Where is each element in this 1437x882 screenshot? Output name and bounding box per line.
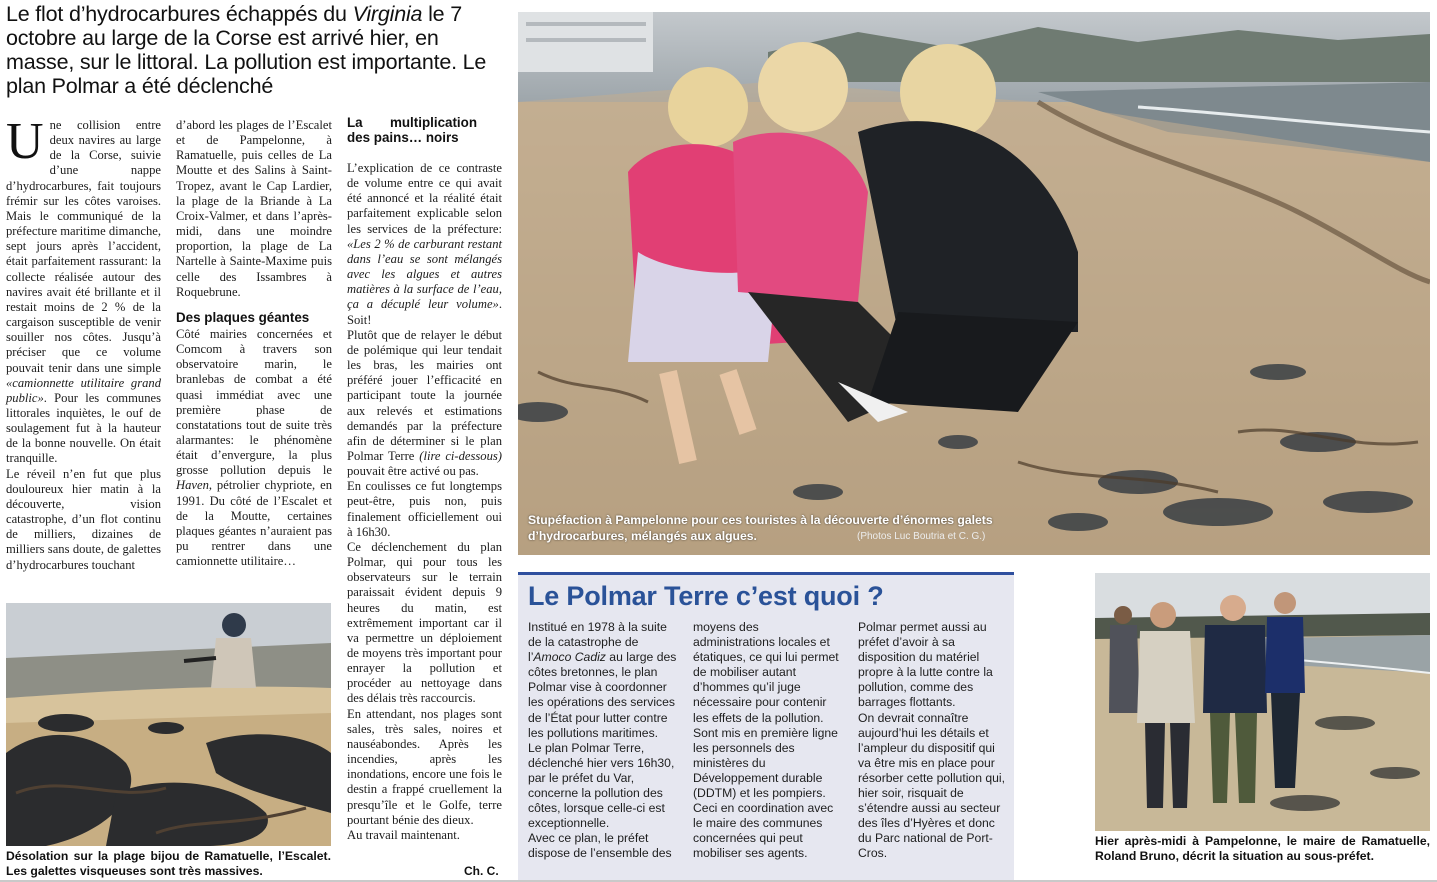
author-signature: Ch. C. — [464, 864, 499, 878]
main-photo — [518, 12, 1430, 555]
column1-text-1: ne collision entre deux navires au large de la Corse, suivie d’une nappe d’hydrocarbures, fait toujours frémir sur les côtes varoises. Mais le communiqué de la préfecture maritime dimanche, sept jours après l’accident, était parfaitement rassurant: la collecte réalisée autour des navires avait été brillante et il restait moins de 2 % de la cargaison susceptible de venir souiller nos côtes. Jusqu’à préciser que ce volume pouvait tenir dans une simple — [6, 118, 161, 375]
column3-quote: «Les 2 % de carburant restant dans l’eau se sont mélangés avec les algues et autres matières à la surface de l’eau, ça a décuplé leur volume» — [347, 236, 502, 312]
column3-paragraph-4: Ce déclenchement du plan Polmar, qui pour tous les observateurs sur le terrain paraissait évident depuis 9 heures du matin, est extrêmement important car il va permettre un déploiement de moyens très important pour enrayer la pollution et procéder au nettoyage dans des délais très raccourcis. — [347, 539, 502, 706]
headline-part2: le 7 octobre au large de la Corse est arrivé hier, en masse, sur le littoral. La pollution est importante. Le plan Polmar a été déclenché — [6, 2, 487, 98]
headline-part1: Le flot d’hydrocarbures échappés du — [6, 2, 353, 26]
info-box-column-1 — [528, 620, 678, 862]
info-box-text-1 — [528, 620, 678, 741]
column3-paragraph-5: En attendant, nos plages sont sales, très sales, noires et nauséabondes. Après les incendies, après les inondations, encore une fois le destin a frappé cruellement la presqu’île et le Golfe, terre pourtant bénie des dieux. — [347, 706, 502, 827]
column3-paragraph-1 — [347, 161, 502, 328]
column3-see-below: (lire ci-dessous) — [419, 448, 502, 463]
right-photo — [1095, 573, 1430, 831]
column3-text-1: L’explication de ce contraste de volume entre ce qui avait été annoncé et la réalité était parfaitement explicable selon les services de la préfecture: — [347, 161, 502, 236]
column2-ship-name: Haven — [176, 478, 209, 493]
article-column-1 — [6, 113, 161, 573]
left-photo — [6, 603, 331, 846]
subhead-plaques-geantes: Des plaques géantes — [176, 309, 310, 325]
column2-text-2: Côté mairies concernées et Comcom à travers son observatoire marin, le branlebas de combat a été quasi immédiat avec une première phase de constatations tout de suite très alarmantes: le phénomène était d’envergure, la plus grosse pollution depuis le — [176, 326, 332, 478]
box-c1b: au large des côtes bretonnes, le plan Polmar vise à coordonner les opérations des services de l’État pour lutter contre les pollutions maritimes. — [528, 650, 677, 740]
column3-paragraph-6: Au travail maintenant. — [347, 827, 460, 842]
drop-cap: U — [6, 113, 44, 170]
article-headline — [6, 2, 506, 98]
column3-text-2: Plutôt que de relayer le début de polémique qui leur tendait les bras, les mairies ont préféré jouer l’efficacité en participant toute la journée aux relevés et estimations demandés par la préfecture afin de déterminer si le plan Polmar Terre — [347, 327, 502, 463]
column1-paragraph-2: Le réveil n’en fut que plus douloureux hier matin à la découverte, vision catastrophe, d’un flot continu de milliers, dizaines de milliers sans doute, de galettes d’hydrocarbures touchant — [6, 466, 161, 572]
mayor-subprefect-photo — [1095, 573, 1430, 831]
info-box-text-8: On devrait connaître aujourd’hui les détails et l’ampleur du dispositif qui va être mis en place pour résorber cette pollution qui, hier soir, risquait de s’étendre aussi au secteur des îles d’Hyères et donc du Parc national de Port-Cros. — [858, 710, 1006, 861]
info-box-column-2 — [693, 620, 843, 862]
column3-paragraph-2 — [347, 328, 502, 480]
main-photo-caption: Stupéfaction à Pampelonne pour ces touristes à la découverte d’énormes galets d’hydrocarbures, mélangés aux algues. — [528, 513, 993, 543]
column1-paragraph-1 — [6, 113, 161, 467]
column1-text-1-end: . Pour les communes littorales inquiètes, le ouf de soulagement fut à la hauteur de la bonne nouvelle. On était tranquille. — [6, 390, 161, 466]
info-box-column-3 — [858, 620, 1006, 862]
info-box-text-5: Sont mis en première ligne les personnels des ministères du Développement durable (DDTM) et les pompiers. — [693, 725, 838, 801]
beach-tourists-photo — [518, 12, 1430, 555]
subhead-multiplication: La multiplication des pains… noirs — [347, 115, 477, 145]
info-box-text-2: Le plan Polmar Terre, déclenché hier vers 16h30, par le préfet du Var, concerne la pollution des côtes, lorsque celle-ci est exceptionnelle. — [528, 740, 675, 831]
info-box-text-3: Avec ce plan, le préfet dispose de l’ensemble des — [528, 831, 672, 861]
info-box-title: Le Polmar Terre c’est quoi ? — [528, 581, 884, 611]
headline-ship-name: Virginia — [352, 2, 423, 26]
box-c1a: Institué en 1978 à la suite de la catastrophe de l’ — [528, 620, 667, 665]
oil-slick-beach-photo — [6, 603, 331, 846]
column2-paragraph-1: d’abord les plages de l’Escalet et de Pampelonne, à Ramatuelle, puis celles de La Moutte et des Salins à Saint-Tropez, avant le Cap Lardier, la plage de la Briande à La Croix-Valmer, et dans l’après-midi, dans une moindre proportion, la plage de La Nartelle à Sainte-Maxime puis celle des Issambres à Roquebrune. — [176, 118, 332, 299]
column2-paragraph-2 — [176, 327, 332, 570]
column1-quote: «camionnette utilitaire grand public» — [6, 375, 161, 405]
left-photo-caption: Désolation sur la plage bijou de Ramatuelle, l’Escalet. Les galettes visqueuses sont très massives. — [6, 849, 331, 878]
column2-text-2-end: , pétrolier chypriote, en 1991. Du côté de l’Escalet et de la Moutte, certaines plaques géantes n’auraient pas pu rentrer dans une camionnette utilitaire… — [176, 478, 332, 569]
column3-text-1-end: . Soit! — [347, 297, 502, 327]
column3-paragraph-3: En coulisses ce fut longtemps peut-être, puis non, puis finalement officiellement oui à 16h30. — [347, 479, 502, 539]
photo-credit: (Photos Luc Boutria et C. G.) — [857, 531, 986, 542]
column3-text-2-end: pouvait être activé ou pas. — [347, 464, 479, 479]
info-box-text-6: Ceci en coordination avec le maire des communes concernées qui peut mobiliser ses agents. — [693, 801, 834, 861]
right-photo-caption: Hier après-midi à Pampelonne, le maire de Ramatuelle, Roland Bruno, décrit la situation au sous-préfet. — [1095, 834, 1430, 863]
info-box-text-4: moyens des administrations locales et étatiques, ce qui lui permet de mobiliser autant d’hommes qu’il juge nécessaire pour contenir les effets de la pollution. — [693, 620, 839, 725]
article-column-2 — [176, 118, 332, 569]
info-box-text-7: Polmar permet aussi au préfet d’avoir à sa disposition du matériel propre à la lutte contre la pollution, comme des barrages flottants. — [858, 620, 993, 710]
box-ship-name: Amoco Cadiz — [533, 650, 606, 665]
article-column-3 — [347, 115, 502, 843]
